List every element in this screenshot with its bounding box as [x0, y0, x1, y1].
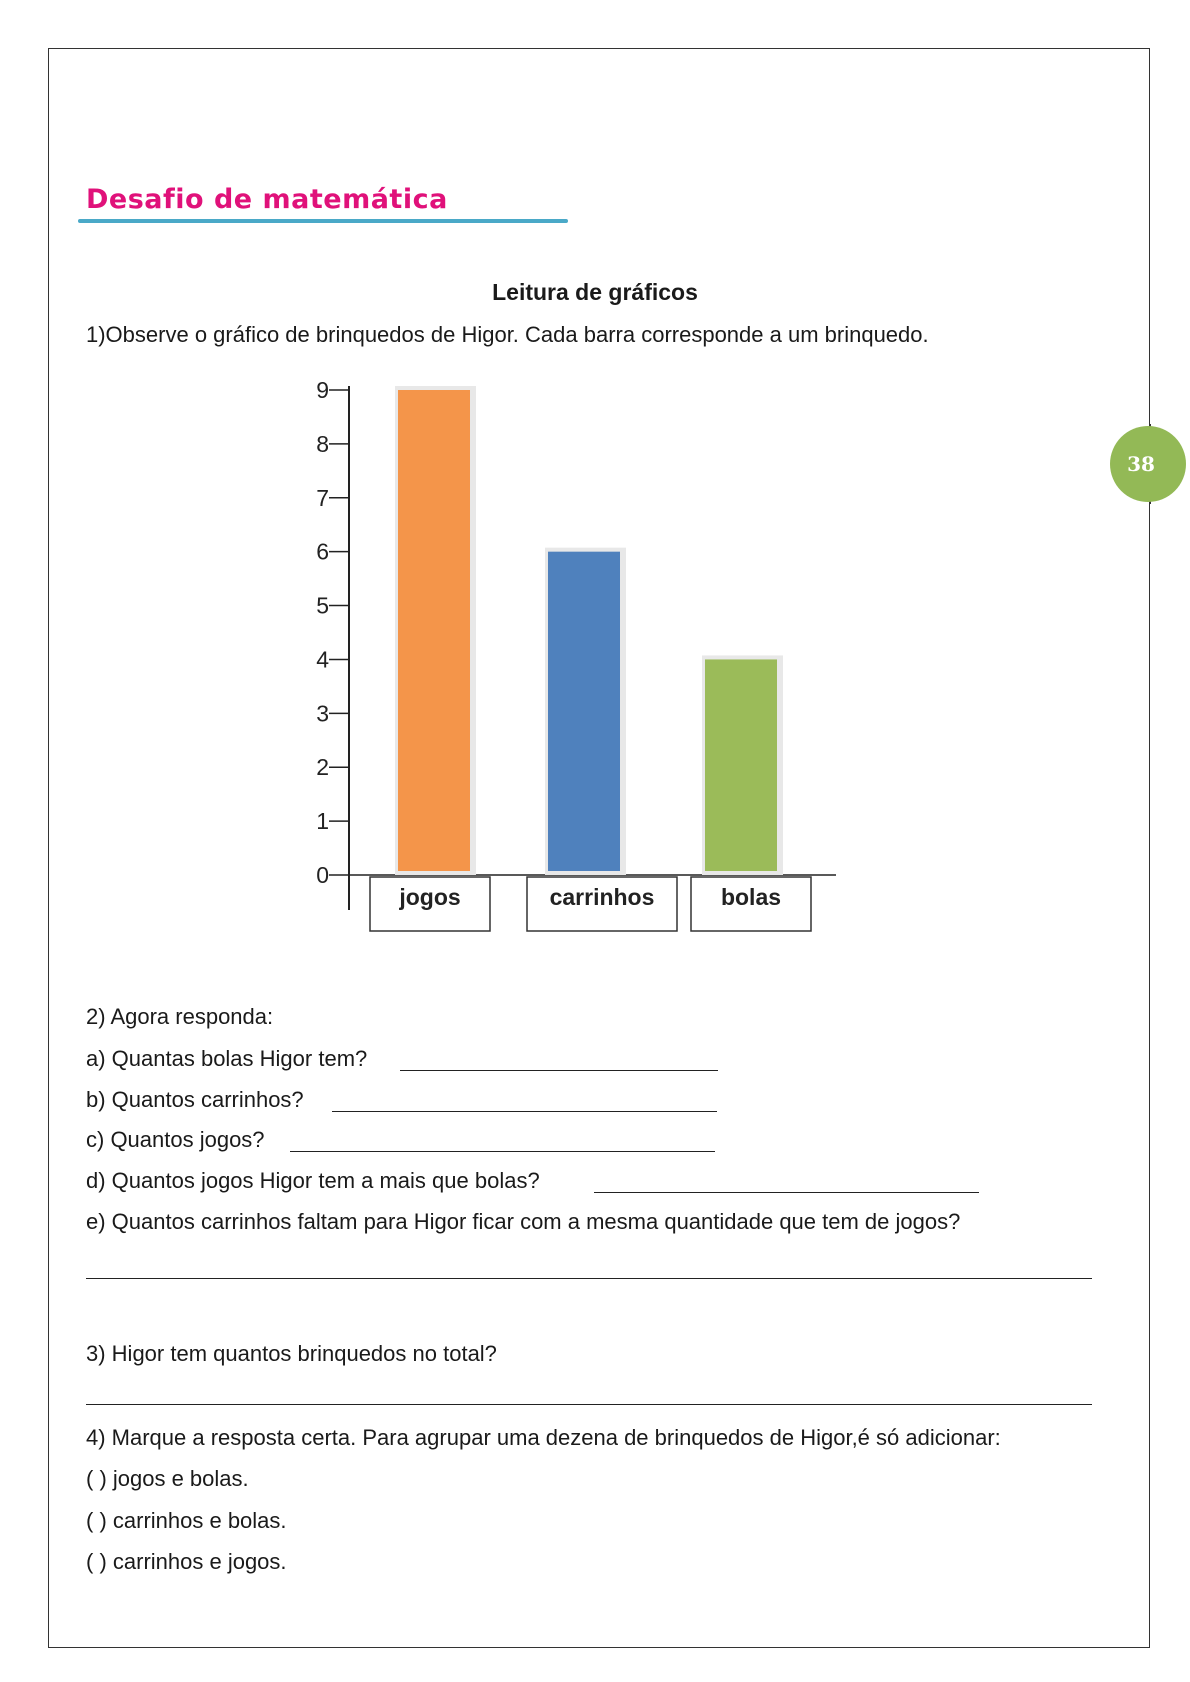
question-1: 1)Observe o gráfico de brinquedos de Higor. Cada barra corresponde a um brinquedo.: [86, 322, 929, 347]
question-4-prompt: 4) Marque a resposta certa. Para agrupar uma dezena de brinquedos de Higor,é só adicionar:: [86, 1425, 1001, 1450]
section-subtitle: Leitura de gráficos: [492, 279, 698, 305]
y-tick-label: 9: [316, 377, 329, 403]
category-label-jogos: jogos: [399, 884, 461, 910]
answer-line-d[interactable]: [594, 1192, 979, 1193]
bar-carrinhos: [548, 552, 620, 871]
answer-line-3[interactable]: [86, 1404, 1092, 1405]
y-tick-label: 5: [316, 592, 329, 619]
option-2[interactable]: ( ) carrinhos e bolas.: [86, 1508, 287, 1533]
bar-bolas: [705, 659, 777, 871]
category-label-bolas: bolas: [720, 884, 782, 910]
y-tick-label: 3: [316, 700, 329, 727]
y-tick-label: 7: [316, 484, 329, 511]
y-tick-label: 2: [316, 754, 329, 781]
page-title: Desafio de matemática: [86, 184, 448, 215]
question-2c: c) Quantos jogos?: [86, 1127, 265, 1152]
answer-line-a[interactable]: [400, 1070, 718, 1071]
question-3: 3) Higor tem quantos brinquedos no total?: [86, 1341, 497, 1366]
y-tick-label: 4: [316, 646, 329, 673]
y-tick-label: 1: [316, 808, 329, 835]
option-3[interactable]: ( ) carrinhos e jogos.: [86, 1549, 287, 1574]
question-2-intro: 2) Agora responda:: [86, 1004, 274, 1029]
answer-line-b[interactable]: [332, 1111, 717, 1112]
page-number-badge: 38: [1110, 426, 1186, 502]
answer-line-c[interactable]: [290, 1151, 715, 1152]
question-2b: b) Quantos carrinhos?: [86, 1087, 304, 1112]
y-tick-label: 6: [316, 538, 329, 565]
answer-line-e[interactable]: [86, 1278, 1092, 1279]
question-2a: a) Quantas bolas Higor tem?: [86, 1046, 368, 1071]
question-2d: d) Quantos jogos Higor tem a mais que bolas?: [86, 1168, 540, 1193]
category-label-carrinhos: carrinhos: [549, 884, 655, 910]
bar-jogos: [398, 390, 470, 871]
y-tick-label: 8: [316, 430, 329, 457]
y-tick-label: 0: [316, 862, 329, 888]
option-1[interactable]: ( ) jogos e bolas.: [86, 1466, 249, 1491]
question-2e: e) Quantos carrinhos faltam para Higor ficar com a mesma quantidade que tem de jogos?: [86, 1209, 961, 1234]
